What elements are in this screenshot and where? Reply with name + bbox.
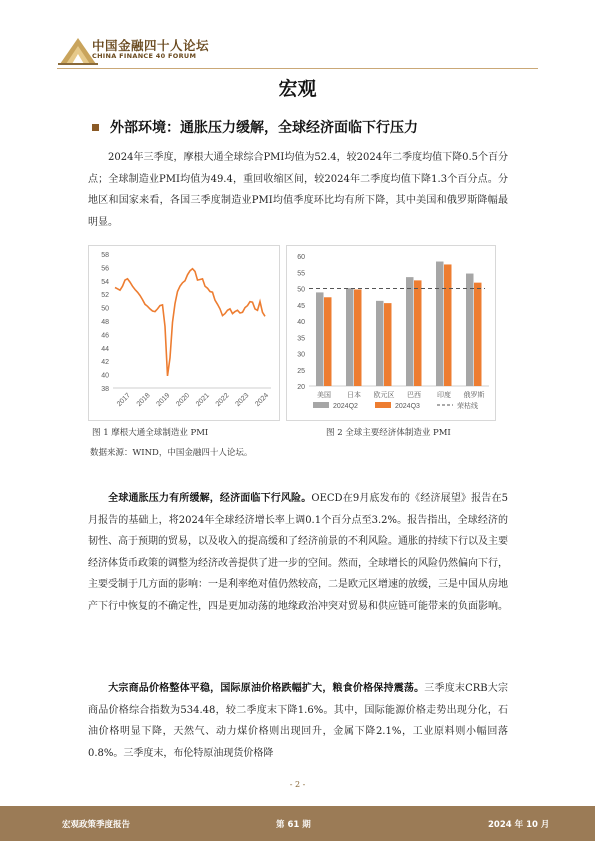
x-tick-label: 2023 [234, 392, 251, 409]
paragraph-2-lead: 全球通胀压力有所缓解，经济面临下行风险。 [108, 493, 312, 504]
y-tick-label: 56 [101, 265, 109, 273]
bar-2024Q2 [376, 301, 384, 386]
x-tick-label: 2024 [254, 392, 271, 409]
x-tick-label: 2017 [115, 392, 132, 409]
y-tick-label: 42 [101, 359, 109, 367]
y-tick-label: 45 [297, 302, 305, 310]
y-tick-label: 30 [297, 351, 305, 359]
y-tick-label: 48 [101, 319, 109, 326]
page-title: 宏观 [278, 78, 317, 100]
y-tick-label: 46 [101, 332, 109, 340]
legend-label: 2024Q2 [333, 403, 358, 410]
footer-issue: 第 61 期 [276, 820, 311, 830]
pmi-bar-chart [287, 246, 495, 420]
figure-1-chart [88, 245, 280, 421]
category-label: 印度 [437, 391, 451, 399]
figure-2-caption: 图 2 全球主要经济体制造业 PMI [326, 428, 451, 438]
bar-2024Q3 [414, 280, 422, 386]
paragraph-1-text: 2024年三季度，摩根大通全球综合PMI均值为52.4，较2024年二季度均值下降0.5个百分点；全球制造业PMI均值为49.4，重回收缩区间，较2024年二季度均值下降1.3个百分点。分地区和国家来看，各国三季度制造业PMI均值季度环比均有所下降，其中美国和俄罗斯降幅最明显。 [88, 152, 508, 228]
bar-2024Q3 [474, 283, 482, 386]
section-heading: 外部环境：通胀压力缓解，全球经济面临下行压力 [110, 120, 418, 136]
bar-2024Q2 [436, 262, 444, 386]
paragraph-2-text: OECD在9月底发布的《经济展望》报告在5月报告的基础上，将2024年全球经济增长率上调0.1个百分点至3.2%。报告指出，全球经济的韧性、高于预期的贸易，以及收入的提高缓和了经济前景的不利风险。通胀的持续下行以及主要经济体货币政策的调整为经济改善提供了进一步的空间。然而，全球增长的风险仍然偏向下行，主要受制于几方面的影响：一是利率绝对值仍然较高，二是欧元区增速的放缓，三是中国从房地产下行中恢复的不确定性，四是更加动荡的地缘政治冲突对贸易和供应链可能带来的负面影响。 [88, 493, 508, 612]
y-tick-label: 55 [297, 270, 305, 278]
paragraph-2 [88, 488, 508, 617]
paragraph-3 [88, 678, 508, 764]
y-tick-label: 60 [297, 254, 305, 261]
section-bullet-icon [92, 124, 99, 131]
x-tick-label: 2020 [175, 392, 192, 409]
y-tick-label: 35 [297, 335, 305, 343]
y-tick-label: 52 [101, 292, 109, 300]
y-tick-label: 25 [297, 367, 305, 375]
paragraph-1 [88, 147, 508, 233]
footer-report-name: 宏观政策季度报告 [62, 820, 131, 830]
y-tick-label: 40 [101, 372, 109, 380]
category-label: 美国 [317, 391, 331, 399]
legend-label: 2024Q3 [395, 403, 420, 410]
figure-2-chart [286, 245, 496, 421]
x-tick-label: 2018 [135, 392, 152, 409]
y-tick-label: 20 [297, 384, 305, 391]
bar-2024Q3 [444, 264, 452, 386]
bar-2024Q2 [346, 288, 354, 386]
bar-2024Q3 [324, 297, 332, 386]
category-label: 日本 [347, 391, 361, 399]
page-number: - 2 - [289, 780, 306, 789]
footer-bar [0, 806, 595, 841]
bar-2024Q2 [466, 274, 474, 386]
bar-2024Q3 [354, 289, 362, 386]
header-divider [57, 68, 538, 69]
x-tick-label: 2021 [194, 392, 211, 409]
category-label: 巴西 [407, 391, 421, 399]
org-name-cn: 中国金融四十人论坛 [92, 38, 210, 53]
org-name-en: CHINA FINANCE 40 FORUM [92, 52, 197, 60]
bar-2024Q2 [406, 277, 414, 386]
category-label: 俄罗斯 [463, 391, 485, 399]
bar-2024Q3 [384, 303, 392, 386]
y-tick-label: 44 [101, 345, 109, 353]
pmi-line-chart [89, 246, 279, 420]
legend-label: 荣枯线 [457, 402, 478, 410]
bar-2024Q2 [316, 292, 324, 386]
legend-swatch [375, 402, 391, 408]
y-tick-label: 38 [101, 386, 109, 393]
x-tick-label: 2022 [214, 392, 231, 409]
x-tick-label: 2019 [155, 392, 172, 409]
category-label: 欧元区 [373, 391, 395, 399]
y-tick-label: 50 [101, 305, 109, 313]
y-tick-label: 58 [101, 252, 109, 259]
paragraph-3-lead: 大宗商品价格整体平稳，国际原油价格跌幅扩大，粮食价格保持震荡。 [108, 683, 425, 694]
y-tick-label: 54 [101, 278, 109, 286]
pmi-series-line [115, 269, 265, 376]
y-tick-label: 40 [297, 319, 305, 326]
data-source: 数据来源：WIND，中国金融四十人论坛。 [90, 448, 253, 458]
footer-date: 2024 年 10 月 [488, 820, 550, 830]
y-tick-label: 50 [297, 286, 305, 294]
legend-swatch [313, 402, 329, 408]
figure-1-caption: 图 1 摩根大通全球制造业 PMI [92, 428, 209, 438]
paragraph-3-text: 三季度末CRB大宗商品价格综合指数为534.48，较二季度末下降1.6%。其中，国际能源价格走势出现分化，石油价格明显下降，天然气、动力煤价格则出现回升，金属下降2.1%，工业原料则小幅回落0.8%。三季度末，布伦特原油现货价格降 [88, 683, 509, 759]
